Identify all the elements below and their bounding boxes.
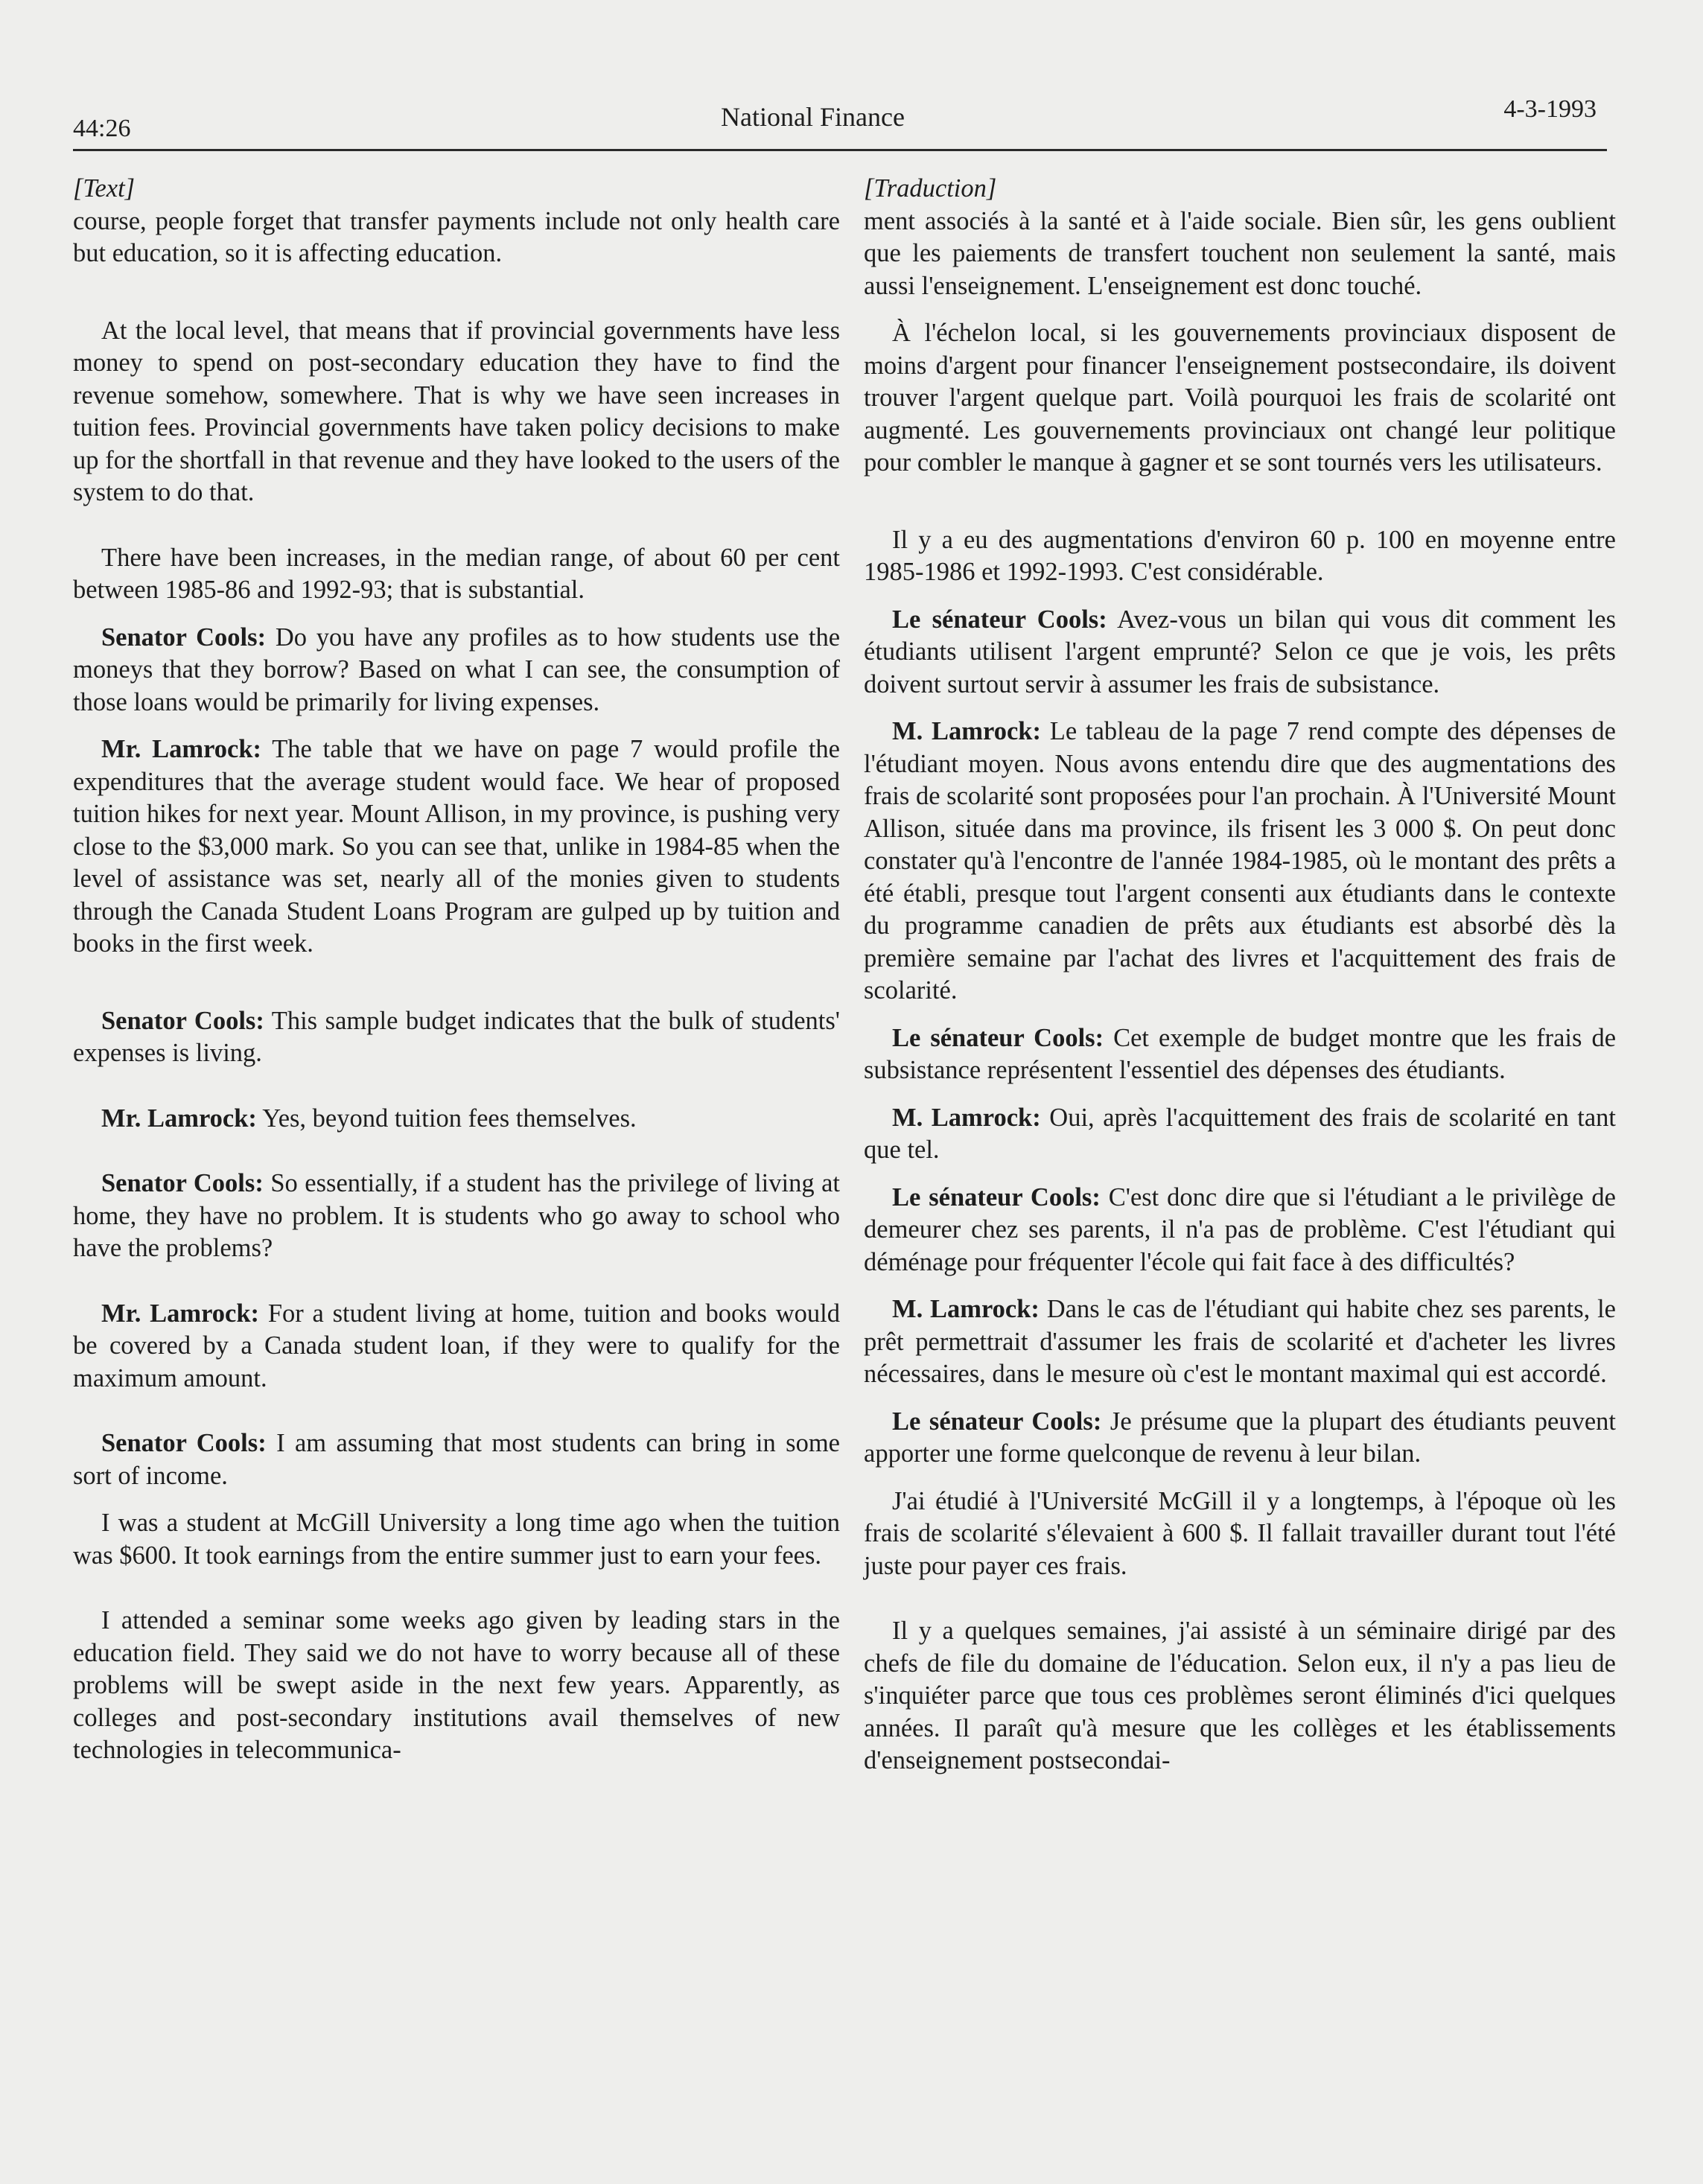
paragraph [73, 1605, 840, 1767]
speaker-name: M. Lamrock: [892, 1103, 1041, 1132]
paragraph [864, 524, 1616, 589]
speaker-name: Mr. Lamrock: [101, 735, 262, 763]
paragraph-text: Il y a eu des augmentations d'environ 60 p. 100 en moyenne entre 1985-1986 et 1992-1993. C'est considérable. [864, 525, 1616, 586]
paragraph [864, 1406, 1616, 1471]
paragraph-text: For a student living at home, tuition and books would be covered by a Canada student loan, if they were to qualify for the maximum amount. [73, 1299, 840, 1392]
paragraph-text: Il y a quelques semaines, j'ai assisté à un séminaire dirigé par des chefs de file du domaine de l'éducation. Selon eux, il n'y a pas lieu de s'inquiéter parce que tous ces problèmes seront éliminés d'ici quelques années. Il paraît qu'à mesure que les collèges et les établissements d'enseignement postsecondai- [864, 1617, 1616, 1774]
paragraph [864, 1486, 1616, 1583]
paragraph [73, 733, 840, 961]
speaker-name: Mr. Lamrock: [101, 1299, 260, 1328]
paragraph-text: At the local level, that means that if provincial governments have less money to spend on post-secondary education they have to find the revenue somehow, somewhere. That is why we have seen increases in tuition fees. Provincial governments have taken policy decisions to make up for the shortfall in that revenue and they have looked to the users of the system to do that. [73, 316, 840, 506]
header-date: 4-3-1993 [1503, 95, 1597, 123]
speaker-name: Mr. Lamrock: [101, 1104, 257, 1133]
paragraph-text: Yes, beyond tuition fees themselves. [256, 1104, 637, 1133]
paragraph-text: Cet exemple de budget montre que les frais de subsistance représentent l'essentiel des dépenses des étudiants. [864, 1023, 1617, 1084]
paragraph [864, 604, 1616, 701]
paragraph [864, 1615, 1616, 1777]
paragraph-text: ment associés à la santé et à l'aide sociale. Bien sûr, les gens oublient que les paiements de transfert touchent non seulement la santé, mais aussi l'enseignement. L'enseignement est donc touché. [864, 206, 1616, 300]
paragraph-text: So essentially, if a student has the privilege of living at home, they have no problem. It is students who go away to school who have the problems? [73, 1169, 840, 1262]
speaker-name: Senator Cools: [101, 623, 267, 652]
paragraph [73, 1507, 840, 1572]
paragraph-text: Je présume que la plupart des étudiants peuvent apporter une forme quelconque de revenu à leur bilan. [864, 1407, 1616, 1468]
paragraph-text: I attended a seminar some weeks ago given by leading stars in the education field. They said we do not have to worry because all of these problems will be swept aside in the next few years. Apparently, as colleges and post-secondary institutions avail themselves of new technologies in telecommunica- [73, 1606, 840, 1764]
paragraph [73, 1005, 840, 1070]
paragraph-text: course, people forget that transfer payments include not only health care but education, so it is affecting education. [73, 206, 840, 267]
paragraph [864, 1182, 1616, 1279]
speaker-name: Le sénateur Cools: [892, 1407, 1102, 1436]
paragraph [864, 1293, 1616, 1391]
paragraph-text: Do you have any profiles as to how students use the moneys that they borrow? Based on what I can see, the consumption of those loans would be primarily for living expenses. [73, 623, 841, 716]
speaker-name: M. Lamrock: [892, 717, 1041, 745]
speaker-name: Senator Cools: [101, 1006, 264, 1035]
speaker-name: Le sénateur Cools: [892, 605, 1107, 634]
running-title: National Finance [721, 102, 905, 132]
speaker-name: M. Lamrock: [892, 1295, 1040, 1323]
paragraph [73, 315, 840, 509]
paragraph-text: This sample budget indicates that the bulk of students' expenses is living. [73, 1006, 841, 1067]
paragraph-text: I am assuming that most students can bring in some sort of income. [73, 1429, 840, 1490]
paragraph-text: Dans le cas de l'étudiant qui habite chez ses parents, le prêt permettrait d'assumer les frais de scolarité et d'acheter les livres nécessaires, dans le mesure où c'est le montant maximal qui est accordé. [864, 1295, 1616, 1388]
paragraph-text: Avez-vous un bilan qui vous dit comment les étudiants utilisent l'argent emprunté? Selon ce que je vois, les prêts doivent surtout servir à assumer les frais de subsistance. [864, 605, 1616, 698]
page-number: 44:26 [73, 115, 131, 142]
paragraph [864, 716, 1616, 1007]
column-language-tag: [Traduction] [864, 174, 997, 203]
paragraph [73, 206, 840, 270]
speaker-name: Senator Cools: [101, 1169, 264, 1197]
paragraph [864, 1102, 1616, 1167]
paragraph-text: J'ai étudié à l'Université McGill il y a longtemps, à l'époque où les frais de scolarité s'élevaient à 600 $. Il fallait travailler durant tout l'été juste pour payer ces frais. [864, 1486, 1616, 1580]
paragraph-text: I was a student at McGill University a long time ago when the tuition was $600. It took earnings from the entire summer just to earn your fees. [73, 1509, 840, 1570]
paragraph-text: Oui, après l'acquittement des frais de scolarité en tant que tel. [864, 1103, 1617, 1164]
paragraph [73, 622, 840, 719]
paragraph-text: C'est donc dire que si l'étudiant a le privilège de demeurer chez ses parents, il n'a pas de problème. C'est l'étudiant qui déménage pour fréquenter l'école qui fait face à des difficultés? [864, 1182, 1616, 1276]
paragraph [73, 1168, 840, 1265]
paragraph-text: The table that we have on page 7 would profile the expenditures that the average student would face. We hear of proposed tuition hikes for next year. Mount Allison, in my province, is pushing very close to the $3,000 mark. So you can see that, unlike in 1984-85 when the level of assistance was set, nearly all of the monies given to students through the Canada Student Loans Program are gulped up by tuition and books in the first week. [73, 735, 840, 958]
paragraph [73, 1103, 840, 1136]
paragraph [73, 542, 840, 607]
english-column [73, 173, 840, 1767]
page-header [73, 97, 1607, 151]
paragraph-text: There have been increases, in the median range, of about 60 per cent between 1985-86 and 1992-93; that is substantial. [73, 543, 840, 604]
paragraph [864, 317, 1616, 480]
french-column [864, 173, 1616, 1777]
paragraph [864, 206, 1616, 303]
speaker-name: Le sénateur Cools: [892, 1023, 1104, 1052]
paragraph [73, 1298, 840, 1395]
speaker-name: Le sénateur Cools: [892, 1182, 1101, 1212]
paragraph-text: À l'échelon local, si les gouvernements provinciaux disposent de moins d'argent pour financer l'enseignement postsecondaire, ils doivent trouver l'argent quelque part. Voilà pourquoi les frais de scolarité ont augmenté. Les gouvernements provinciaux ont changé leur politique pour combler le manque à gagner et se sont tournés vers les utilisateurs. [864, 319, 1616, 477]
speaker-name: Senator Cools: [101, 1429, 267, 1457]
paragraph [73, 1427, 840, 1492]
column-language-tag: [Text] [73, 174, 136, 203]
paragraph [864, 1022, 1616, 1087]
paragraph-text: Le tableau de la page 7 rend compte des dépenses de l'étudiant moyen. Nous avons entendu dire que des augmentations des frais de scolarité sont proposées pour l'an prochain. À l'Université Mount Allison, située dans ma province, ils frisent les 3 000 $. On peut donc constater qu'à l'encontre de l'année 1984-1985, où le montant des prêts a été établi, presque tout l'argent consenti aux étudiants dans le contexte du programme canadien de prêts aux étudiants est absorbé dès la première semaine par l'achat des livres et l'acquittement des frais de scolarité. [864, 717, 1616, 1005]
